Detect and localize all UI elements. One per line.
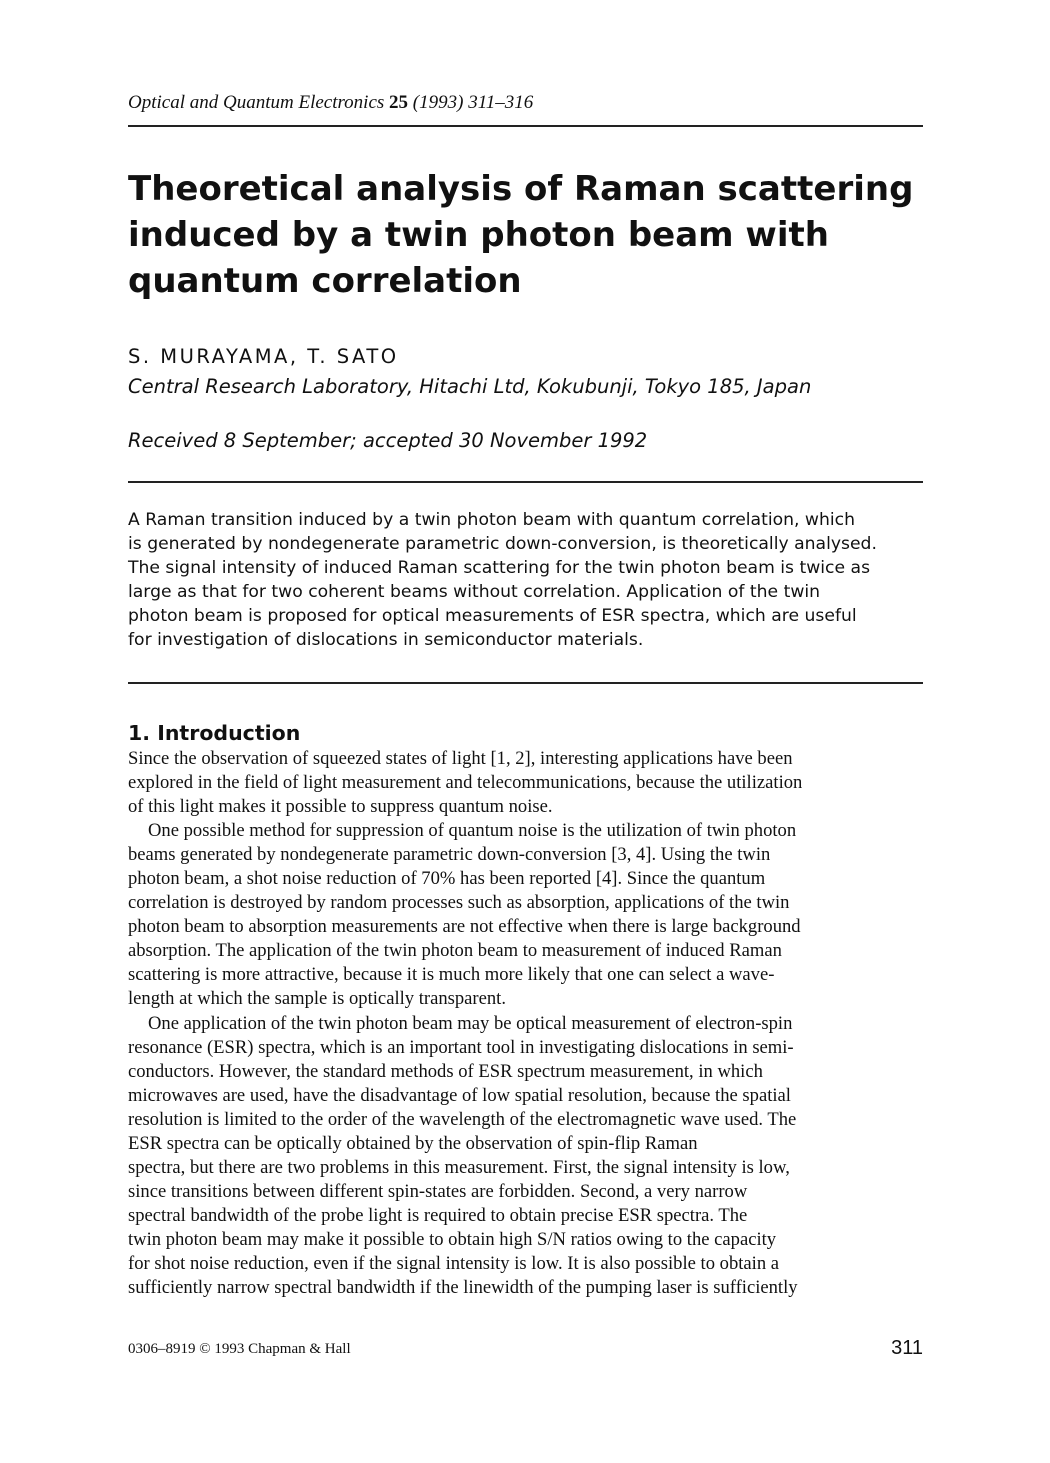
body-line: sufficiently narrow spectral bandwidth if the linewidth of the pumping laser is sufficiently <box>128 1277 798 1299</box>
title-line: Theoretical analysis of Raman scattering <box>128 169 914 209</box>
author-affiliation: Central Research Laboratory, Hitachi Ltd, Kokubunji, Tokyo 185, Japan <box>128 375 812 398</box>
abstract-line: is generated by nondegenerate parametric down-conversion, is theoretically analysed. <box>128 534 877 554</box>
author-list: S. MURAYAMA, T. SATO <box>128 345 399 368</box>
abstract-line: A Raman transition induced by a twin photon beam with quantum correlation, which <box>128 510 856 530</box>
abstract-line: photon beam is proposed for optical measurements of ESR spectra, which are useful <box>128 606 857 626</box>
abstract-line: large as that for two coherent beams without correlation. Application of the twin <box>128 582 821 602</box>
paper-page <box>128 0 923 1463</box>
body-line: One application of the twin photon beam may be optical measurement of electron-spin <box>148 1012 793 1034</box>
body-line: length at which the sample is optically transparent. <box>128 988 506 1010</box>
body-line: spectral bandwidth of the probe light is required to obtain precise ESR spectra. The <box>128 1204 748 1226</box>
body-line: since transitions between different spin-states are forbidden. Second, a very narrow <box>128 1180 748 1202</box>
body-line: explored in the field of light measurement and telecommunications, because the utilization <box>128 772 803 794</box>
body-line: resonance (ESR) spectra, which is an important tool in investigating dislocations in semi- <box>128 1036 794 1058</box>
section-heading: 1. Introduction <box>128 721 301 745</box>
body-line: ESR spectra can be optically obtained by the observation of spin-flip Raman <box>128 1132 698 1154</box>
body-line: resolution is limited to the order of the wavelength of the electromagnetic wave used. The <box>128 1108 797 1130</box>
body-line: conductors. However, the standard methods of ESR spectrum measurement, in which <box>128 1060 763 1082</box>
body-line: photon beam, a shot noise reduction of 70% has been reported [4]. Since the quantum <box>128 868 766 890</box>
body-line: photon beam to absorption measurements are not effective when there is large background <box>128 916 801 938</box>
body-line: absorption. The application of the twin photon beam to measurement of induced Raman <box>128 940 782 962</box>
section-body <box>128 747 923 1300</box>
journal-name: Optical and Quantum Electronics <box>128 92 385 113</box>
abstract-bottom-rule <box>128 682 923 684</box>
abstract-top-rule <box>128 481 923 483</box>
title-line: induced by a twin photon beam with <box>128 215 829 255</box>
header-rule <box>128 125 923 127</box>
body-line: twin photon beam may make it possible to obtain high S/N ratios owing to the capacity <box>128 1228 777 1250</box>
body-line: Since the observation of squeezed states of light [1, 2], interesting applications have been <box>128 748 793 769</box>
abstract-line: for investigation of dislocations in semiconductor materials. <box>128 630 644 650</box>
copyright-notice: 0306–8919 © 1993 Chapman & Hall <box>128 1341 351 1357</box>
page-number: 311 <box>891 1337 923 1359</box>
journal-year-pages: (1993) 311–316 <box>412 92 534 113</box>
body-line: spectra, but there are two problems in this measurement. First, the signal intensity is low, <box>128 1156 790 1178</box>
body-line: One possible method for suppression of quantum noise is the utilization of twin photon <box>148 820 797 842</box>
body-line: correlation is destroyed by random processes such as absorption, applications of the twin <box>128 892 790 914</box>
title-line: quantum correlation <box>128 261 522 301</box>
article-title <box>128 166 923 304</box>
body-line: scattering is more attractive, because it is much more likely that one can select a wave- <box>128 964 775 986</box>
journal-volume: 25 <box>389 92 409 113</box>
abstract-line: The signal intensity of induced Raman scattering for the twin photon beam is twice as <box>128 558 871 578</box>
abstract <box>128 508 923 652</box>
body-line: microwaves are used, have the disadvantage of low spatial resolution, because the spatial <box>128 1084 791 1106</box>
body-line: for shot noise reduction, even if the signal intensity is low. It is also possible to obtain a <box>128 1252 780 1274</box>
body-line: of this light makes it possible to suppress quantum noise. <box>128 796 553 818</box>
journal-citation <box>128 92 533 114</box>
body-line: beams generated by nondegenerate parametric down-conversion [3, 4]. Using the twin <box>128 844 771 866</box>
received-dates: Received 8 September; accepted 30 November 1992 <box>128 429 648 452</box>
